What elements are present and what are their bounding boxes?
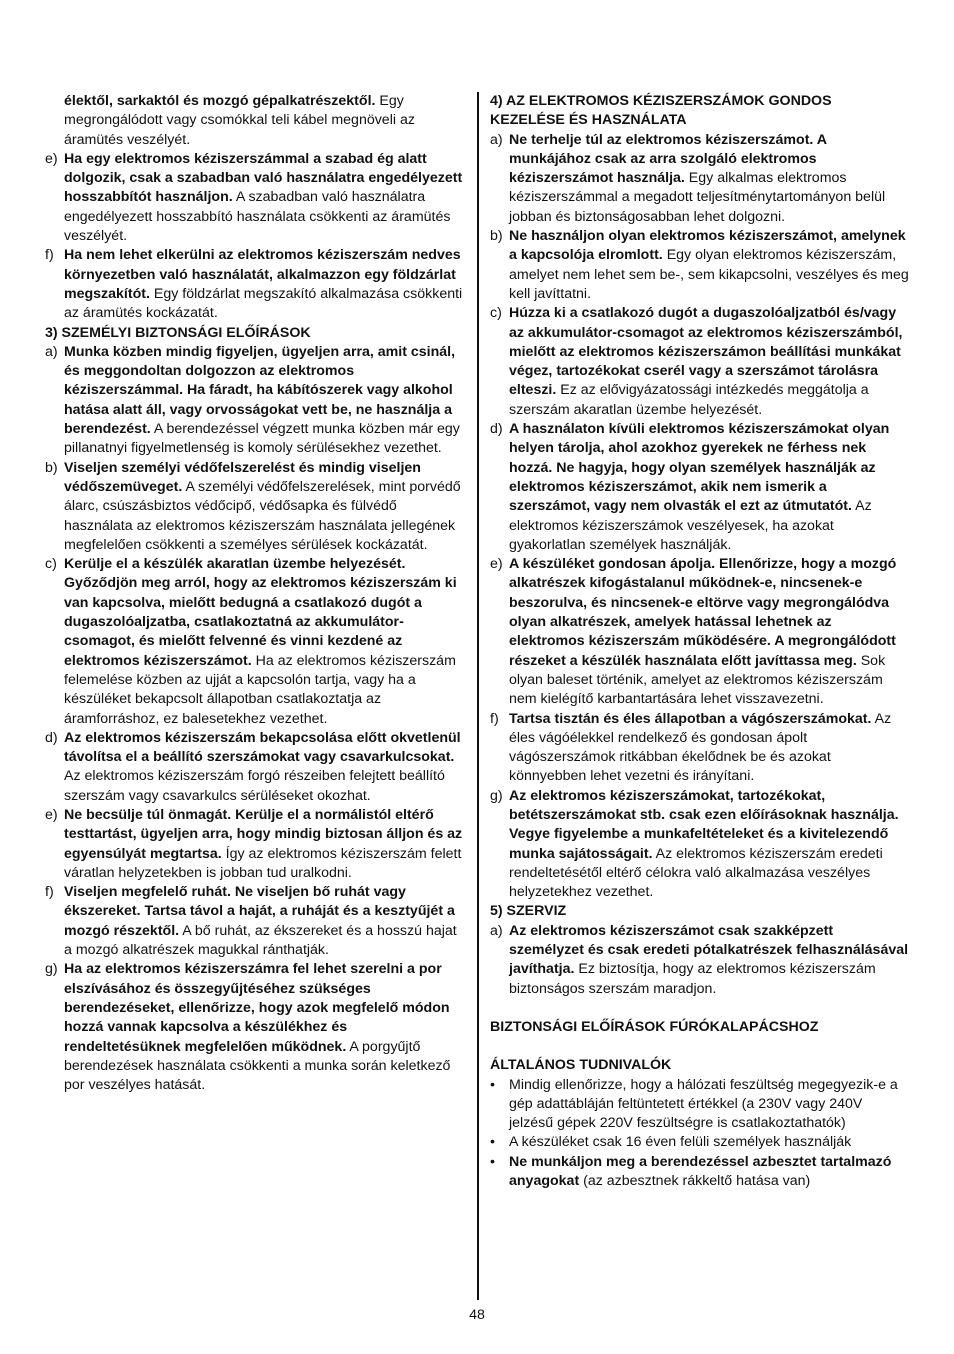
item-text bbox=[64, 459, 467, 555]
body-text: Egy megrongálódott vagy csomókkal teli kábel megnöveli az áramütés veszélyét. bbox=[64, 93, 415, 148]
item-text bbox=[64, 883, 467, 960]
list-item bbox=[490, 131, 910, 227]
body-text: A porgyűjtő berendezések használata csökkenti a munka során keletkező por veszélyes hatását. bbox=[64, 1038, 451, 1094]
column-divider bbox=[477, 92, 479, 1300]
paragraph-continuation bbox=[45, 92, 467, 150]
list-item bbox=[45, 729, 467, 806]
body-text: Egy földzárlat megszakító alkalmazása csökkenti az áramütés kockázatát. bbox=[64, 285, 463, 322]
bold-text: Ne munkáljon meg a berendezéssel azbesztet tartalmazó anyagokat bbox=[509, 1153, 892, 1190]
item-text bbox=[509, 922, 910, 999]
item-text bbox=[64, 343, 467, 459]
item-text bbox=[509, 420, 910, 555]
bold-text: Munka közben mindig figyeljen, ügyeljen arra, amit csinál, és meggondoltan dolgozzon az elektromos kéziszerszámmal. Ha fáradt, ha kábítószerek vagy alkohol hatása alatt áll, vagy orvosságokat vett be, ne használja a berendezést. bbox=[64, 343, 456, 438]
body-text: Ha az elektromos kéziszerszám felemelése közben az ujját a kapcsolón tartja, vagy ha a készüléket bekapcsolt állapotban csatlakoztatja az áramforráshoz, ez balesetekhez vezethet. bbox=[64, 652, 456, 727]
list-item bbox=[45, 150, 467, 246]
bold-text: élektől, sarkaktól és mozgó gépalkatrészektől. bbox=[64, 93, 376, 109]
list-item bbox=[45, 883, 467, 960]
item-label: f) bbox=[45, 247, 54, 264]
item-text bbox=[509, 555, 910, 709]
bold-text: Az elektromos kéziszerszám bekapcsolása előtt okvetlenül távolítsa el a beállító szerszámokat vagy csavarkulcsokat. bbox=[64, 729, 461, 766]
item-label: a) bbox=[490, 922, 503, 939]
bold-text: Ne használjon olyan elektromos kéziszerszámot, amelynek a kapcsolója elromlott. bbox=[509, 228, 906, 264]
list-item bbox=[490, 922, 910, 999]
list-item bbox=[490, 304, 910, 420]
body-text: A szabadban való használatra engedélyezett hosszabbító használata csökkenti az áramütés veszélyét. bbox=[64, 189, 451, 245]
spacer bbox=[490, 999, 910, 1018]
bullet-item bbox=[490, 1133, 910, 1152]
body-text: Mindig ellenőrizze, hogy a hálózati feszültség megegyezik-e a gép adattábláján feltüntetett értékkel (a 230V vagy 240V jelzésű gépek 220V feszültségre is csatlakoztathatók) bbox=[509, 1076, 898, 1132]
right-column bbox=[490, 92, 910, 1191]
bold-text: Tartsa tisztán és éles állapotban a vágószerszámokat. bbox=[509, 710, 872, 727]
list-item bbox=[45, 555, 467, 729]
bullet-item bbox=[490, 1153, 910, 1192]
body-text: A személyi védőfelszerelések, mint porvédő álarc, csúszásbiztos védőcipő, védősapka és fülvédő használata az elektromos kéziszerszám használata jellegének megfelelően csökkenti a személyes sérülések kockázatát. bbox=[64, 478, 461, 553]
item-label: f) bbox=[45, 884, 54, 901]
body-text: Az elektromos kéziszerszám eredeti rendeltetésétől eltérő célokra való alkalmazása veszélyes helyzetekhez vezethet. bbox=[509, 845, 883, 901]
bold-text: A használaton kívüli elektromos kéziszerszámokat olyan helyen tárolja, ahol azokhoz gyerekek ne férhess nek hozzá. Ne hagyja, hogy olyan személyek használják az elektromos kéziszerszámot, akik nem ismerik a szerszámot, vagy nem olvasták el ezt az útmutatót. bbox=[509, 421, 890, 515]
list-item bbox=[45, 343, 467, 459]
bold-text: Az elektromos kéziszerszámot csak szakképzett személyzet és csak eredeti pótalkatrészek felhasználásával javíthatja. bbox=[509, 922, 909, 978]
body-text: A készüléket csak 16 éven felüli személyek használják bbox=[509, 1134, 852, 1151]
section-heading: ÁLTALÁNOS TUDNIVALÓK bbox=[490, 1057, 672, 1074]
list-item bbox=[45, 246, 467, 323]
item-text bbox=[509, 787, 910, 903]
item-text bbox=[64, 246, 467, 323]
item-label: d) bbox=[490, 421, 503, 438]
bold-text: Az elektromos kéziszerszámokat, tartozékokat, betétszerszámokat stb. csak ezen előírásoknak használja. Vegye figyelembe a munkafeltételeket és a kivitelezendő munka sajátosságait. bbox=[509, 787, 899, 862]
body-text: Az elektromos kéziszerszám forgó részeiben felejtett beállító szerszám vagy csavarkulcs sérüléseket okozhat. bbox=[64, 768, 445, 804]
body-text: A bő ruhát, az ékszereket és a hosszú hajat a mozgó alkatrészek magukkal ránthatják. bbox=[64, 922, 457, 959]
bold-text: Kerülje el a készülék akaratlan üzembe helyezését. Győződjön meg arról, hogy az elektromos kéziszerszám ki van kapcsolva, mielőtt bedugná a csatlakozó dugót a dugaszolóaljzatba, csatlakoztatná az akkumulátor-csomagot, és mielőtt felvenné és vinni kezdené az elektromos kéziszerszámot. bbox=[64, 556, 457, 669]
bold-text: Viseljen megfelelő ruhát. Ne viseljen bő ruhát vagy ékszereket. Tartsa távol a haját, a ruháját és a kesztyűjét a mozgó részektől. bbox=[64, 884, 455, 939]
bold-text: Ne terhelje túl az elektromos kéziszerszámot. A munkájához csak az arra szolgáló elektromos kéziszerszámot használja. bbox=[509, 131, 827, 187]
bold-text: A készüléket gondosan ápolja. Ellenőrizze, hogy a mozgó alkatrészek kifogástalanul működnek-e, nincsenek-e beszorulva, és nincsenek-e eltörve vagy megrongálódva olyan alkatrészek, amelyek hatással lehetnek az elektromos kéziszerszám működésére. A megrongálódott részeket a készülék használata előtt javíttassa meg. bbox=[509, 556, 897, 669]
body-text: Sok olyan baleset történik, amelyet az elektromos kéziszerszám nem kielégítő karbantartására lehet visszavezetni. bbox=[509, 652, 886, 708]
list-item bbox=[490, 710, 910, 787]
item-label: f) bbox=[490, 710, 499, 727]
item-text bbox=[64, 729, 467, 806]
page-number: 48 bbox=[469, 1307, 485, 1323]
body-text: Az elektromos kéziszerszámok veszélyesek, ha azokat gyakorlatlan személyek használják. bbox=[509, 498, 872, 553]
bold-text: Ha nem lehet elkerülni az elektromos kéziszerszám nedves környezetben való használatát, alkalmazzon egy földzárlat megszakítót. bbox=[64, 247, 461, 302]
bold-text: Húzza ki a csatlakozó dugót a dugaszolóaljzatból és/vagy az akkumulátor-csomagot az elektromos kéziszerszámból, mielőtt az elektromos kéziszerszámon beállítási munkákat végez, tartozékokat cserél vagy a szerszámot tárolásra elteszi. bbox=[509, 305, 903, 399]
item-label: b) bbox=[45, 459, 58, 476]
body-text: Az éles vágóélekkel rendelkező és gondosan ápolt vágószerszámok ritkábban ékelődnek be és azokat könnyebben lehet vezetni és irányítani. bbox=[509, 710, 892, 785]
body-text: Egy alkalmas elektromos kéziszerszámmal a megadott teljesítménytartományon belül jobban és biztonságosabban lehet dolgozni. bbox=[509, 170, 886, 225]
body-text: Ez biztosítja, hogy az elektromos kéziszerszám biztonságos szerszám maradjon. bbox=[509, 961, 876, 997]
bullet-marker: • bbox=[490, 1076, 495, 1093]
item-label: e) bbox=[45, 806, 58, 823]
item-text bbox=[509, 1133, 910, 1152]
spacer bbox=[490, 1037, 910, 1056]
list-item bbox=[45, 960, 467, 1095]
list-item bbox=[45, 806, 467, 883]
item-label: g) bbox=[45, 961, 58, 978]
item-label: g) bbox=[490, 787, 503, 804]
list-item bbox=[490, 420, 910, 555]
body-text: Egy olyan elektromos kéziszerszám, amelyet nem lehet sem be-, sem kikapcsolni, veszélyes és meg kell javíttatni. bbox=[509, 247, 909, 302]
body-text: A berendezéssel végzett munka közben már egy pillanatnyi figyelmetlenség is komoly sérülésekhez vezethet. bbox=[64, 421, 460, 457]
bold-text: Ha az elektromos kéziszerszámra fel lehet szerelni a por elszívásához és összegyűjtéséhez szükséges berendezéseket, ellenőrizze, hogy azok megfelelő módon hozzá vannak kapcsolva a készülékhez és rendeltetésüknek megfelelően működnek. bbox=[64, 961, 450, 1055]
item-label: a) bbox=[490, 131, 503, 148]
list-item bbox=[490, 555, 910, 709]
item-text bbox=[509, 1076, 910, 1134]
bold-text: Viseljen személyi védőfelszerelést és mindig viseljen védőszemüveget. bbox=[64, 459, 421, 495]
section-heading: 3) SZEMÉLYI BIZTONSÁGI ELŐÍRÁSOK bbox=[45, 324, 311, 341]
left-column bbox=[45, 92, 467, 1095]
item-text bbox=[64, 806, 467, 883]
item-label: e) bbox=[45, 150, 58, 167]
section-heading: 5) SZERVIZ bbox=[490, 903, 567, 920]
item-label: e) bbox=[490, 556, 503, 573]
list-item bbox=[490, 787, 910, 903]
item-text bbox=[64, 150, 467, 246]
item-label: b) bbox=[490, 228, 503, 245]
item-label: a) bbox=[45, 343, 58, 360]
item-label: c) bbox=[490, 305, 502, 322]
item-text bbox=[509, 710, 910, 787]
section-heading: 4) AZ ELEKTROMOS KÉZISZERSZÁMOK GONDOS KEZELÉSE ÉS HASZNÁLATA bbox=[490, 93, 832, 129]
item-text bbox=[64, 960, 467, 1095]
bullet-marker: • bbox=[490, 1134, 495, 1151]
item-text bbox=[509, 1153, 910, 1192]
body-text: (az azbesztnek rákkeltő hatása van) bbox=[579, 1173, 811, 1190]
item-text bbox=[509, 304, 910, 420]
item-label: c) bbox=[45, 556, 57, 573]
item-label: d) bbox=[45, 729, 58, 746]
list-item bbox=[490, 227, 910, 304]
item-text bbox=[509, 227, 910, 304]
bold-text: Ne becsülje túl önmagát. Kerülje el a normálistól eltérő testtartást, ügyeljen arra, hogy mindig biztosan álljon és az egyensúlyát megtartsa. bbox=[64, 806, 463, 862]
body-text: Így az elektromos kéziszerszám felett váratlan helyzetekben is jobban tud uralkodni. bbox=[64, 845, 462, 881]
bold-text: Ha egy elektromos kéziszerszámmal a szabad ég alatt dolgozik, csak a szabadban való használatra engedélyezett hosszabbítót használjon. bbox=[64, 150, 463, 206]
body-text: Ez az elővigyázatossági intézkedés meggátolja a szerszám akaratlan üzembe helyezését. bbox=[509, 382, 869, 418]
section-heading: BIZTONSÁGI ELŐÍRÁSOK FÚRÓKALAPÁCSHOZ bbox=[490, 1018, 819, 1035]
bullet-marker: • bbox=[490, 1153, 495, 1170]
item-text bbox=[509, 131, 910, 227]
bullet-item bbox=[490, 1076, 910, 1134]
item-text bbox=[64, 555, 467, 729]
list-item bbox=[45, 459, 467, 555]
